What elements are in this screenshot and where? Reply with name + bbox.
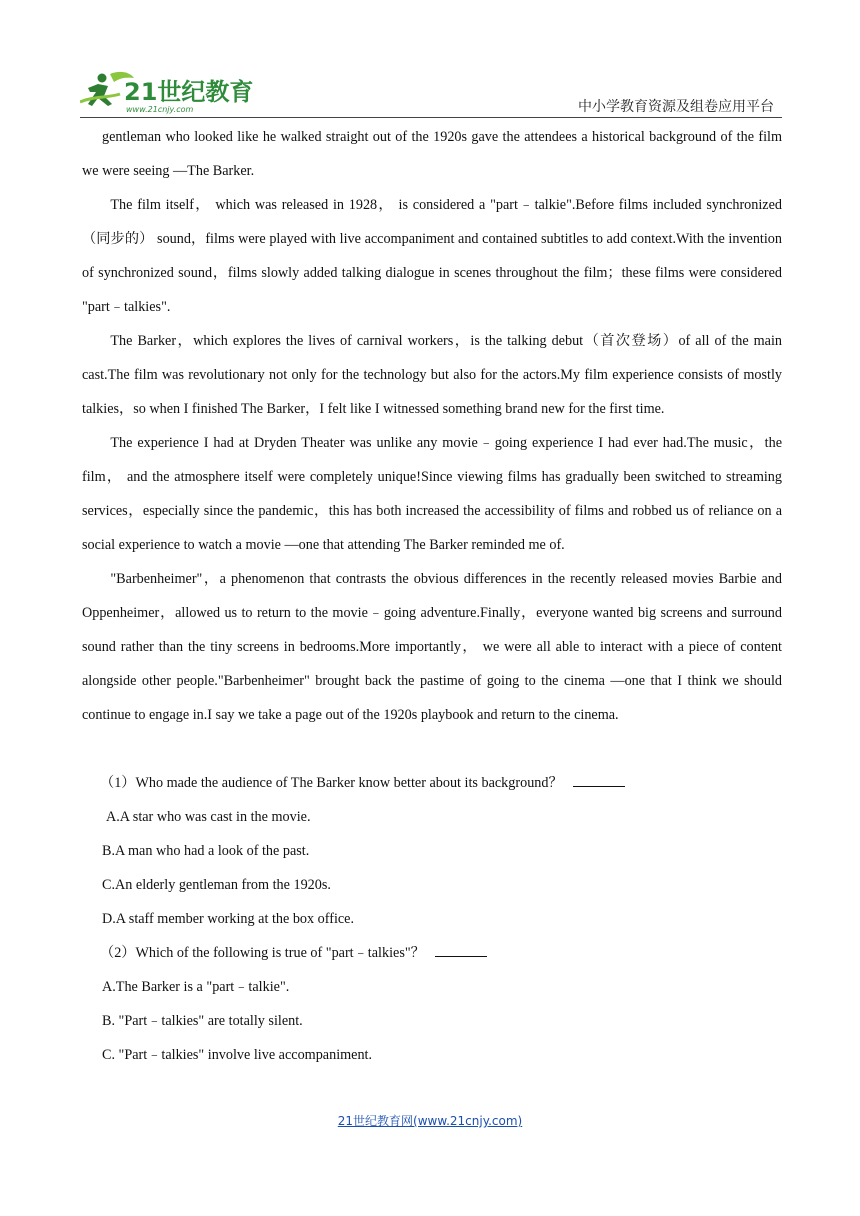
option-d: D.A staff member working at the box office. xyxy=(102,911,355,927)
paragraph: gentleman who looked like he walked straight out of the 1920s gave the attendees a historical background of the film we were seeing —The Barker. xyxy=(82,129,782,179)
option-b: B.A man who had a look of the past. xyxy=(102,843,310,859)
question-1 xyxy=(82,766,782,800)
page-footer xyxy=(0,1112,860,1129)
paragraph: The experience I had at Dryden Theater was unlike any movie﹣going experience I had ever had.The music，the film， and the atmosphere itself were completely unique!Since viewing films has gradually been switched to streaming services，especially since the pandemic，this has both increased the accessibility of films and robbed us of reliance on a social experience to watch a movie —one that attending The Barker reminded me of. xyxy=(82,435,782,553)
option-c: C.An elderly gentleman from the 1920s. xyxy=(102,877,331,893)
logo-url: www.21cnjy.com xyxy=(126,105,194,114)
question-text: （2）Which of the following is true of "part﹣talkies"？ xyxy=(100,945,425,961)
spacer xyxy=(82,732,782,766)
question-2 xyxy=(82,936,782,970)
option-a: A.A star who was cast in the movie. xyxy=(106,809,311,825)
footer-link[interactable]: 21世纪教育网(www.21cnjy.com) xyxy=(337,1114,523,1128)
answer-blank[interactable] xyxy=(573,772,625,787)
paragraph: The film itself， which was released in 1928， is considered a "part﹣talkie".Before films included synchronized （同步的） sound，films were played with live accompaniment and contained subtitles to add context.With the invention of synchronized sound，films slowly added talking dialogue in scenes throughout the film；these films were considered "part﹣talkies". xyxy=(82,197,782,315)
question-text: （1）Who made the audience of The Barker know better about its background？ xyxy=(100,775,563,791)
answer-blank[interactable] xyxy=(435,942,487,957)
header-divider xyxy=(80,117,782,118)
platform-name: 中小学教育资源及组卷应用平台 xyxy=(578,99,774,115)
logo xyxy=(80,68,260,118)
paragraph: The Barker，which explores the lives of carnival workers，is the talking debut（首次登场）of all of the main cast.The film was revolutionary not only for the technology but also for the actors.My film experience consists of mostly talkies，so when I finished The Barker，I felt like I witnessed something brand new for the first time. xyxy=(82,333,782,417)
option-c: C. "Part﹣talkies" involve live accompaniment. xyxy=(102,1047,373,1063)
option-a: A.The Barker is a "part﹣talkie". xyxy=(102,979,290,995)
option-b: B. "Part﹣talkies" are totally silent. xyxy=(102,1013,303,1029)
page-header xyxy=(0,0,860,120)
paragraph: "Barbenheimer"，a phenomenon that contrasts the obvious differences in the recently released movies Barbie and Oppenheimer，allowed us to return to the movie﹣going adventure.Finally，everyone wanted big screens and surround sound rather than the tiny screens in bedrooms.More importantly， we were all able to interact with a piece of content alongside other people."Barbenheimer" brought back the pastime of going to the cinema —one that I think we should continue to engage in.I say we take a page out of the 1920s playbook and return to the cinema. xyxy=(82,571,782,723)
document-body xyxy=(82,120,782,1072)
logo-wordmark: 21世纪教育 xyxy=(124,78,254,106)
